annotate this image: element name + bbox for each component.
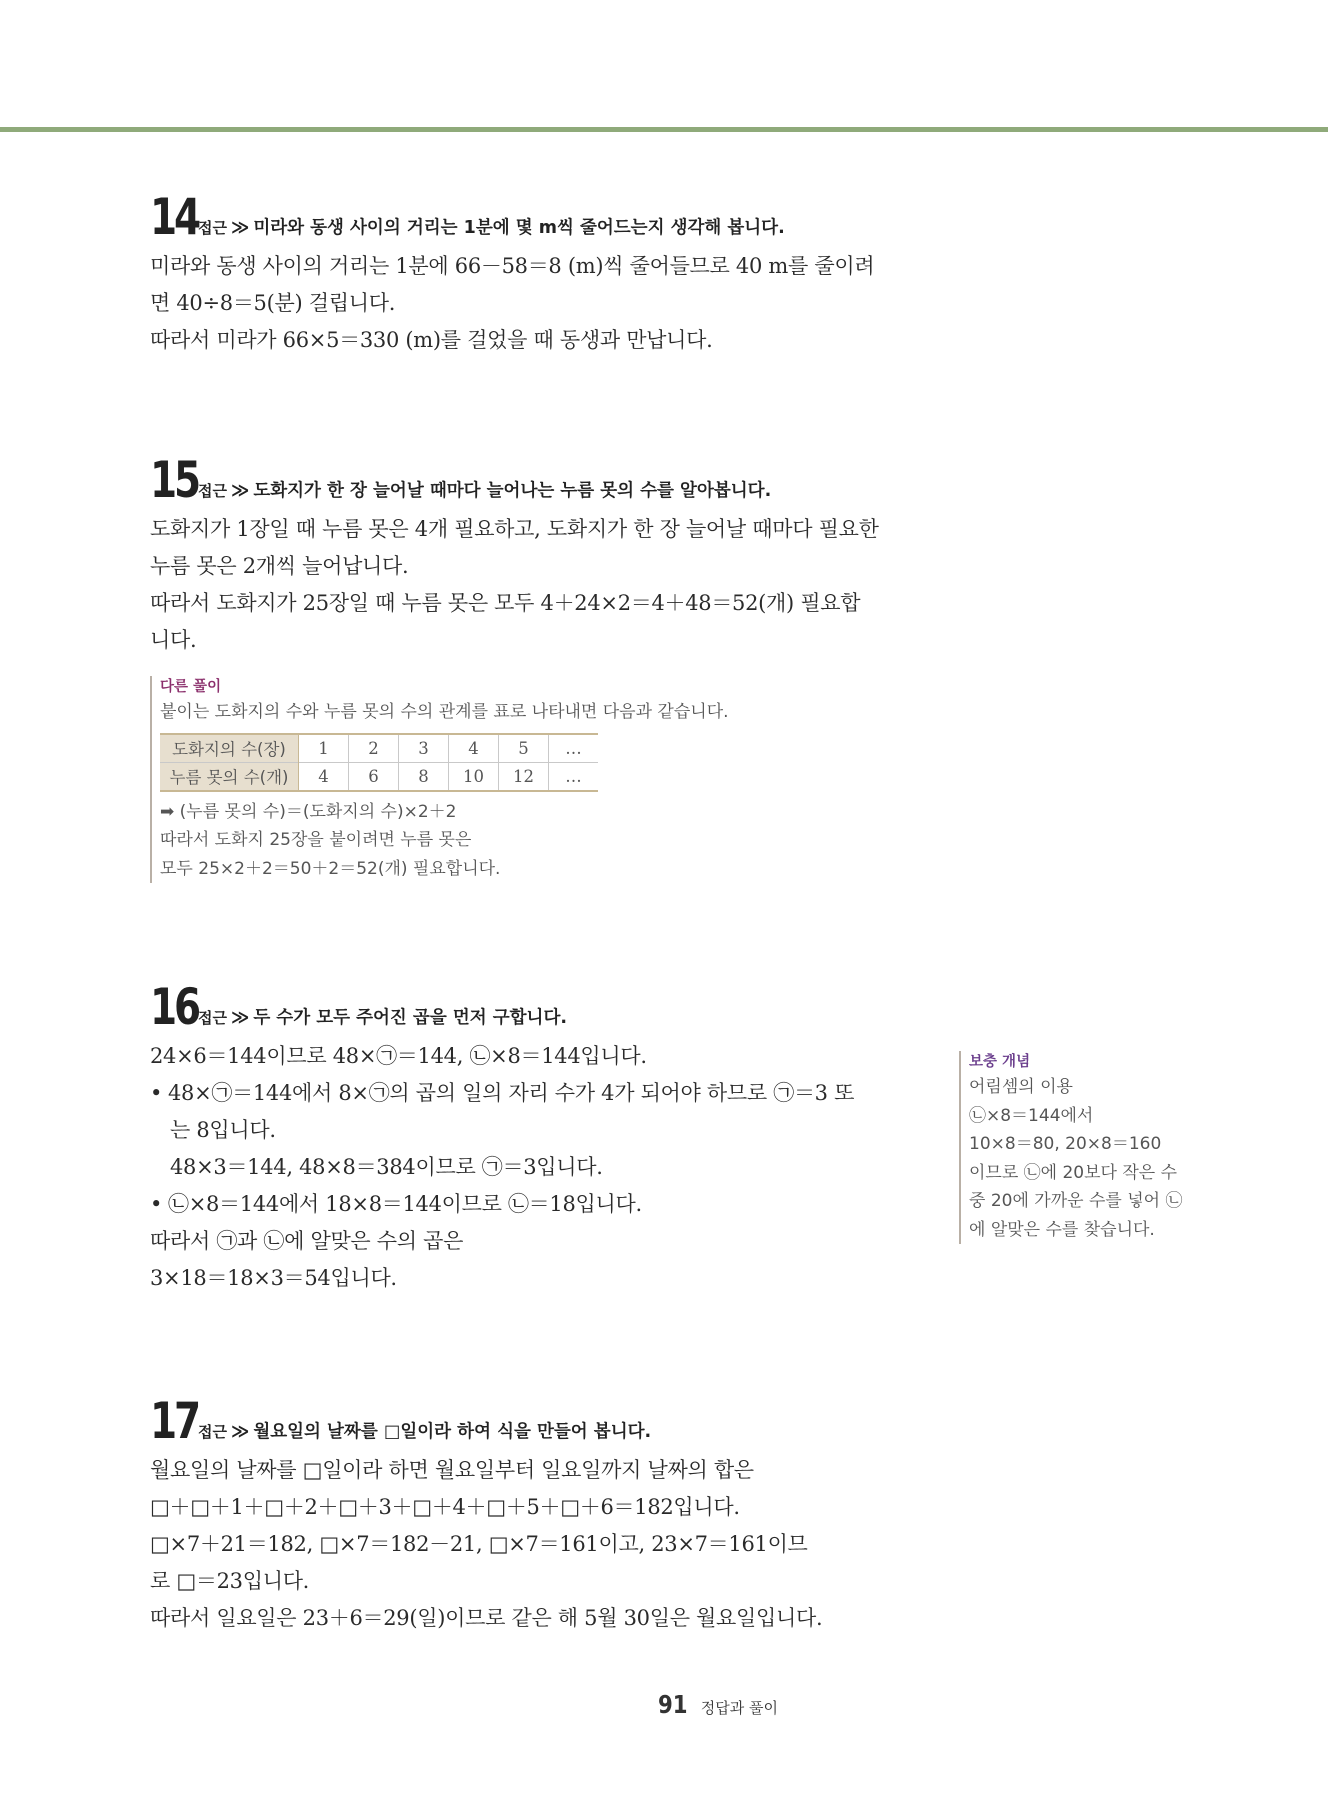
- solution-line: 는 8입니다.: [170, 1118, 276, 1142]
- solution-line: 니다.: [150, 628, 197, 652]
- approach-tag: 접근: [198, 482, 227, 500]
- solution-line: □×7＋21＝182, □×7＝182－21, □×7＝161이고, 23×7＝161이므: [150, 1532, 808, 1556]
- solution-line: □＋□＋1＋□＋2＋□＋3＋□＋4＋□＋5＋□＋6＝182입니다.: [150, 1495, 740, 1519]
- problem-number: 17: [150, 1392, 199, 1450]
- solution-line: [150, 1075, 910, 1112]
- approach-hint: [198, 214, 785, 242]
- table-cell: …: [549, 762, 599, 791]
- approach-tag: 접근: [198, 1423, 227, 1441]
- table-cell: 8: [399, 762, 449, 791]
- approach-text: 월요일의 날짜를 □일이라 하여 식을 만들어 봅니다.: [253, 1422, 652, 1442]
- problem-17: [150, 1390, 910, 1637]
- alt-line: 따라서 도화지 25장을 붙이려면 누름 못은: [160, 830, 472, 850]
- approach-hint: [198, 1004, 567, 1032]
- table-row: [160, 762, 598, 791]
- solution-line: 누름 못은 2개씩 늘어납니다.: [150, 554, 409, 578]
- solution-line: 월요일의 날짜를 □일이라 하면 월요일부터 일요일까지 날짜의 합은: [150, 1458, 754, 1482]
- problem-number: 16: [150, 978, 199, 1036]
- side-line: ㉡×8＝144에서: [969, 1105, 1094, 1126]
- bullet-text: ㉡×8＝144에서 18×8＝144이므로 ㉡＝18입니다.: [168, 1192, 642, 1216]
- solution-line: 따라서 도화지가 25장일 때 누름 못은 모두 4＋24×2＝4＋48＝52(개) 필요합: [150, 591, 861, 615]
- approach-arrow-icon: ≫: [230, 1008, 250, 1028]
- problem-number: 15: [150, 451, 199, 509]
- table-cell: 3: [399, 734, 449, 763]
- approach-arrow-icon: ≫: [230, 218, 250, 238]
- top-rule: [0, 127, 1328, 132]
- problem-header: [150, 449, 910, 509]
- bullet-text: 48×㉠＝144에서 8×㉠의 곱의 일의 자리 수가 4가 되어야 하므로 ㉠＝3 또: [168, 1081, 855, 1105]
- page-footer: [658, 1690, 778, 1719]
- solution-line: 24×6＝144이므로 48×㉠＝144, ㉡×8＝144입니다.: [150, 1044, 647, 1068]
- approach-arrow-icon: ≫: [230, 481, 250, 501]
- relation-table: [160, 733, 598, 792]
- approach-hint: [198, 1418, 651, 1446]
- alternative-solution-box: [150, 676, 750, 883]
- table-cell: 4: [449, 734, 499, 763]
- table-header-cell: 누름 못의 수(개): [160, 762, 299, 791]
- solution-line: 따라서 일요일은 23＋6＝29(일)이므로 같은 해 5월 30일은 월요일입니다.: [150, 1606, 823, 1630]
- table-cell: 12: [499, 762, 549, 791]
- solution-line: 도화지가 1장일 때 누름 못은 4개 필요하고, 도화지가 한 장 늘어날 때마다 필요한: [150, 517, 879, 541]
- alt-line: ➡ (누름 못의 수)＝(도화지의 수)×2＋2: [160, 801, 457, 822]
- approach-text: 도화지가 한 장 늘어날 때마다 늘어나는 누름 못의 수를 알아봅니다.: [253, 481, 772, 501]
- table-cell: 6: [349, 762, 399, 791]
- table-cell: 4: [299, 762, 349, 791]
- solution-line: 48×3＝144, 48×8＝384이므로 ㉠＝3입니다.: [170, 1155, 603, 1179]
- approach-text: 두 수가 모두 주어진 곱을 먼저 구합니다.: [253, 1008, 567, 1028]
- problem-header: [150, 976, 910, 1036]
- solution-line: [150, 1186, 910, 1223]
- alt-line: 모두 25×2＋2＝50＋2＝52(개) 필요합니다.: [160, 858, 501, 879]
- table-row: [160, 734, 598, 763]
- alt-intro: 붙이는 도화지의 수와 누름 못의 수의 관계를 표로 나타내면 다음과 같습니다.: [160, 702, 729, 722]
- problem-14: [150, 186, 910, 359]
- solution-line: 미라와 동생 사이의 거리는 1분에 66－58＝8 (m)씩 줄어들므로 40 m를 줄이려: [150, 254, 875, 278]
- problem-header: [150, 1390, 910, 1450]
- bullet: •: [150, 1081, 163, 1105]
- table-cell: 10: [449, 762, 499, 791]
- solution-line: 3×18＝18×3＝54입니다.: [150, 1266, 397, 1290]
- side-line: 어림셈의 이용: [969, 1077, 1073, 1097]
- side-title: 보충 개념: [969, 1054, 1031, 1070]
- side-line: 에 알맞은 수를 찾습니다.: [969, 1219, 1155, 1240]
- approach-tag: 접근: [198, 1009, 227, 1027]
- solution-line: 로 □＝23입니다.: [150, 1569, 310, 1593]
- bullet: •: [150, 1192, 163, 1216]
- solution-line: 따라서 ㉠과 ㉡에 알맞은 수의 곱은: [150, 1229, 464, 1253]
- side-line: 이므로 ㉡에 20보다 작은 수: [969, 1162, 1178, 1183]
- table-cell: 5: [499, 734, 549, 763]
- alt-title: 다른 풀이: [160, 679, 222, 695]
- section-title: 정답과 풀이: [700, 1699, 779, 1717]
- approach-hint: [198, 477, 771, 505]
- approach-arrow-icon: ≫: [230, 1422, 250, 1442]
- page-number: 91: [658, 1690, 688, 1719]
- problem-15: [150, 449, 910, 659]
- table-cell: 1: [299, 734, 349, 763]
- supplementary-concept-box: [959, 1051, 1219, 1244]
- approach-text: 미라와 동생 사이의 거리는 1분에 몇 m씩 줄어드는지 생각해 봅니다.: [253, 218, 785, 238]
- table-cell: 2: [349, 734, 399, 763]
- solution-line: 따라서 미라가 66×5＝330 (m)를 걸었을 때 동생과 만납니다.: [150, 328, 713, 352]
- side-line: 10×8＝80, 20×8＝160: [969, 1134, 1162, 1154]
- side-line: 중 20에 가까운 수를 넣어 ㉡: [969, 1191, 1183, 1211]
- problem-16: [150, 976, 910, 1297]
- table-cell: …: [549, 734, 599, 763]
- problem-number: 14: [150, 188, 199, 246]
- table-header-cell: 도화지의 수(장): [160, 734, 299, 763]
- solution-line: 면 40÷8＝5(분) 걸립니다.: [150, 291, 396, 315]
- approach-tag: 접근: [198, 219, 227, 237]
- problem-header: [150, 186, 910, 246]
